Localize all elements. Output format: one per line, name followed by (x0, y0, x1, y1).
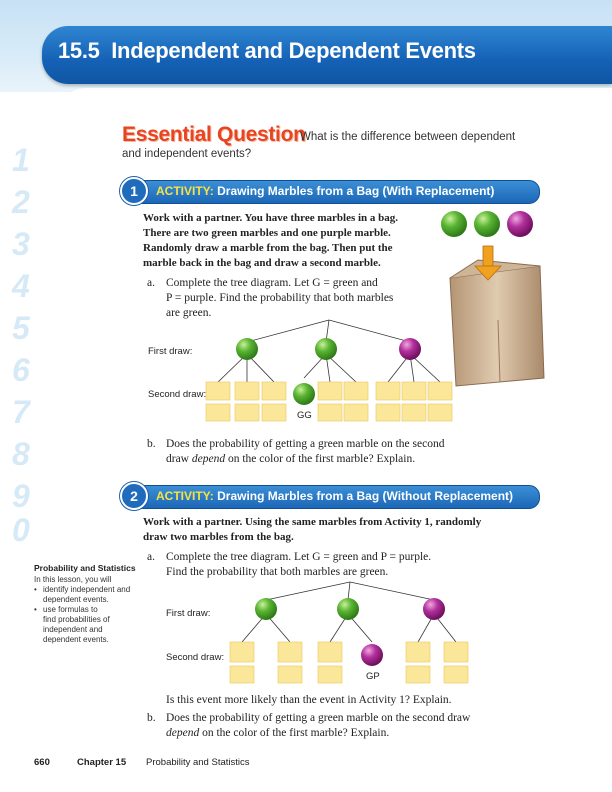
essential-question-label: Essential Question (122, 123, 306, 146)
sidebar-bullet2-line: dependent events. (43, 635, 109, 644)
activity2-intro-line: draw two marbles from the bag. (143, 531, 294, 543)
margin-number: 0 (12, 512, 30, 548)
first-draw-green-marble-icon (255, 598, 277, 620)
activity2-first-draw-label: First draw: (166, 608, 211, 619)
activity1-a-line: are green. (166, 307, 212, 319)
activity1-a-label: a. (147, 277, 155, 289)
margin-number: 3 (12, 226, 30, 262)
activity1-first-draw-label: First draw: (148, 346, 193, 357)
margin-number: 7 (12, 394, 30, 430)
footer-chapter: Chapter 15 (77, 757, 127, 768)
first-draw-purple-marble-icon (423, 598, 445, 620)
activity2-b-label: b. (147, 712, 156, 724)
activity2-intro-line: Work with a partner. Using the same marbles from Activity 1, randomly (143, 516, 482, 528)
footer-subject: Probability and Statistics (146, 757, 250, 768)
activity2-question: Is this event more likely than the event in Activity 1? Explain. (166, 694, 452, 706)
activity2-number: 2 (120, 482, 148, 510)
margin-number: 6 (12, 352, 30, 388)
sidebar-bullet1-line: identify independent and (43, 585, 131, 594)
sidebar-bullet1-line: dependent events. (43, 595, 109, 604)
activity2-title (156, 489, 513, 503)
margin-number: 2 (12, 184, 30, 220)
activity1-keyword: ACTIVITY: (156, 184, 214, 198)
sidebar-intro: In this lesson, you will (34, 575, 112, 584)
activity2-gp-label: GP (366, 671, 380, 682)
activity1-b-label: b. (147, 438, 156, 450)
sidebar-bullet-dot: • (34, 585, 37, 594)
activity1-a-line: P = purple. Find the probability that both marbles (166, 292, 394, 304)
margin-number: 1 (12, 142, 30, 178)
sidebar-bullet2-line: find probabilities of (43, 615, 110, 624)
activity2-b-line1: Does the probability of getting a green marble on the second draw (166, 712, 471, 724)
essential-question-line1: What is the difference between dependent (300, 131, 516, 143)
activity1-b-line1: Does the probability of getting a green marble on the second (166, 438, 445, 450)
sidebar-bullet2-line: use formulas to (43, 605, 98, 614)
activity1-intro-line: marble back in the bag and draw a second marble. (143, 257, 381, 269)
activity1-intro-line: Randomly draw a marble from the bag. Then put the (143, 242, 393, 254)
page-number: 660 (34, 757, 50, 768)
second-draw-green-marble-icon (293, 383, 315, 405)
activity2-a-line: Find the probability that both marbles are green. (166, 566, 389, 578)
sidebar-bullet2-line: independent and (43, 625, 103, 634)
activity1-a-line: Complete the tree diagram. Let G = green and (166, 277, 378, 289)
bag-icon (450, 260, 544, 386)
answer-boxes (230, 642, 468, 683)
sidebar-bullet-dot: • (34, 605, 37, 614)
activity1-gg-label: GG (297, 410, 312, 421)
activity2-b-line2: depend on the color of the first marble? Explain. (166, 727, 390, 739)
margin-number: 8 (12, 436, 30, 472)
activity1-tree-diagram (204, 316, 454, 422)
answer-boxes (206, 382, 452, 421)
activity2-title-text: Drawing Marbles from a Bag (Without Replacement) (217, 489, 514, 503)
section-title (58, 38, 476, 64)
activity1-title-text: Drawing Marbles from a Bag (With Replacement) (217, 184, 495, 198)
second-draw-purple-marble-icon (361, 644, 383, 666)
margin-number: 4 (12, 268, 30, 304)
activity2-tree-diagram (228, 578, 478, 684)
essential-question-line2: and independent events? (122, 148, 252, 160)
first-draw-purple-marble-icon (399, 338, 421, 360)
activity1-b-line2: draw depend on the color of the first marble? Explain. (166, 453, 416, 465)
activity2-second-draw-label: Second draw: (166, 652, 225, 663)
activity1-second-draw-label: Second draw: (148, 389, 207, 400)
marbles-bag-illustration (440, 200, 552, 390)
section-number: 15.5 (58, 38, 100, 63)
first-draw-green-marble-icon (337, 598, 359, 620)
activity2-keyword: ACTIVITY: (156, 489, 214, 503)
first-draw-green-marble-icon (236, 338, 258, 360)
activity1-number: 1 (120, 177, 148, 205)
sidebar-title: Probability and Statistics (34, 563, 136, 573)
green-marble-icon (441, 211, 467, 237)
green-marble-icon (474, 211, 500, 237)
activity1-intro-line: There are two green marbles and one purple marble. (143, 227, 391, 239)
purple-marble-icon (507, 211, 533, 237)
first-draw-green-marble-icon (315, 338, 337, 360)
activity1-title (156, 184, 494, 198)
activity2-a-label: a. (147, 551, 155, 563)
activity2-a-line: Complete the tree diagram. Let G = green and P = purple. (166, 551, 432, 563)
margin-number: 5 (12, 310, 30, 346)
margin-number: 9 (12, 478, 30, 514)
section-title-text: Independent and Dependent Events (111, 38, 476, 63)
activity1-intro-line: Work with a partner. You have three marbles in a bag. (143, 212, 399, 224)
